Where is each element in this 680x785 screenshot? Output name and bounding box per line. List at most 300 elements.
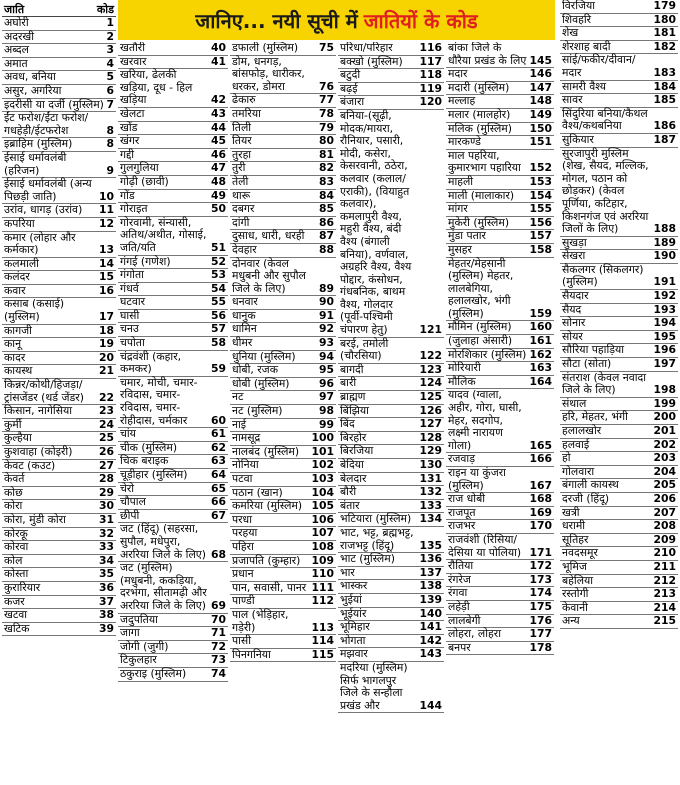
- caste-code: 15: [98, 270, 114, 284]
- caste-code: 181: [653, 26, 676, 40]
- caste-name: कुर्मी: [4, 417, 22, 431]
- caste-name: प्रजापति (कुम्हार): [232, 553, 301, 567]
- caste-name: माल पहरिया, कुमारभाग पहारिया: [448, 148, 521, 175]
- caste-name: भूमिहार: [340, 620, 370, 634]
- caste-entry: [230, 378, 336, 392]
- caste-code: 75: [318, 42, 334, 54]
- caste-code: 206: [653, 491, 676, 505]
- caste-entry: [560, 372, 678, 398]
- caste-name: सामरी वैश्य: [562, 79, 607, 93]
- caste-name: विरजिया: [562, 0, 596, 12]
- caste-name: सौटा (सोता): [562, 357, 612, 371]
- caste-code: 51: [210, 240, 226, 254]
- caste-entry: [446, 574, 554, 588]
- caste-name: लहेड़ी: [448, 599, 470, 613]
- caste-name: सुखड़ा: [562, 235, 587, 249]
- caste-name: माली (मालाकार): [448, 188, 515, 202]
- caste-entry: [560, 27, 678, 41]
- caste-code: 168: [529, 492, 552, 506]
- caste-entry: [230, 446, 336, 460]
- caste-entry: [446, 68, 554, 82]
- column-2: [118, 42, 228, 785]
- caste-name: नवदसमूर: [562, 546, 598, 560]
- caste-code: 77: [318, 93, 334, 107]
- caste-entry: [560, 134, 678, 148]
- caste-entry: [446, 507, 554, 521]
- caste-name: पासी: [232, 634, 252, 648]
- caste-code: 113: [311, 620, 334, 634]
- caste-entry: [560, 411, 678, 425]
- caste-code: 19: [98, 337, 114, 351]
- caste-name: नोनिया: [232, 458, 259, 472]
- caste-code: 106: [311, 512, 334, 526]
- caste-code: 9: [106, 163, 114, 177]
- caste-name: दरजी (हिंदू): [562, 491, 610, 505]
- caste-entry: [560, 466, 678, 480]
- caste-name: खत्री: [562, 505, 580, 519]
- caste-code: 137: [419, 565, 442, 579]
- caste-name: तिली: [232, 120, 252, 134]
- caste-entry: [446, 376, 554, 390]
- caste-entry: [118, 510, 228, 524]
- caste-name: घटवार: [120, 295, 146, 309]
- caste-code: 198: [653, 383, 676, 397]
- caste-code: 23: [98, 404, 114, 418]
- caste-name: बनपर: [448, 640, 471, 654]
- caste-entry: [2, 432, 116, 446]
- caste-code: 33: [98, 540, 114, 554]
- caste-code: 149: [529, 107, 552, 121]
- caste-code: 104: [311, 485, 334, 499]
- caste-code: 13: [98, 243, 114, 257]
- caste-code: 56: [210, 308, 226, 322]
- caste-entry: [2, 596, 116, 610]
- caste-entry: [2, 352, 116, 366]
- caste-code: 145: [529, 53, 552, 67]
- caste-name: चीक (मुस्लिम): [120, 440, 178, 454]
- caste-entry: [338, 69, 444, 83]
- caste-entry: [560, 14, 678, 28]
- caste-code: 55: [210, 295, 226, 309]
- caste-entry: [560, 561, 678, 575]
- caste-code: 184: [653, 79, 676, 93]
- caste-name: रजवाड़: [448, 452, 476, 466]
- caste-entry: [230, 230, 336, 244]
- caste-code: 161: [529, 334, 552, 348]
- caste-code: 205: [653, 478, 676, 492]
- caste-code: 189: [653, 235, 676, 249]
- caste-entry: [2, 582, 116, 596]
- caste-code: 59: [210, 362, 226, 376]
- caste-entry: [2, 379, 116, 405]
- caste-entry: [446, 628, 554, 642]
- caste-code: 28: [98, 472, 114, 486]
- caste-name: टिकुलहार: [120, 653, 157, 667]
- caste-name: सैयद: [562, 302, 582, 316]
- caste-name: कोस्ता: [4, 567, 29, 581]
- caste-name: मेहतर/मेहसानी (मुस्लिम) मेहतर, लालबेगिया, हलालखोर, भंगी (मुस्लिम): [448, 256, 514, 320]
- caste-name: मोरशिकार (मुस्लिम): [448, 347, 527, 361]
- caste-name: चांय: [120, 427, 136, 441]
- caste-code: 12: [98, 216, 114, 230]
- caste-code: 182: [653, 39, 676, 53]
- title-part2: जातियों के कोड: [363, 8, 478, 33]
- caste-name: डफाली (मुस्लिम): [232, 42, 299, 54]
- caste-entry: [230, 405, 336, 419]
- caste-entry: [230, 217, 336, 231]
- caste-code: 150: [529, 121, 552, 135]
- caste-entry: [230, 42, 336, 56]
- caste-name: कवार: [4, 283, 26, 297]
- caste-name: धरामी: [562, 519, 586, 533]
- caste-code: 86: [318, 215, 334, 229]
- caste-entry: [338, 580, 444, 594]
- caste-name: मोरियारी: [448, 361, 481, 375]
- caste-code: 108: [311, 539, 334, 553]
- caste-code: 80: [318, 134, 334, 148]
- caste-name: गंगोता: [120, 268, 144, 282]
- caste-name: भूमिज: [562, 559, 587, 573]
- caste-name: भाट (मुस्लिम): [340, 552, 395, 566]
- title-part1: जानिए... नयी सूची में: [195, 8, 358, 33]
- caste-name: सुकियार: [562, 132, 594, 146]
- caste-code: 114: [311, 634, 334, 648]
- caste-entry: [2, 112, 116, 138]
- caste-name: सोयर: [562, 329, 583, 343]
- caste-entry: [230, 541, 336, 555]
- caste-entry: [2, 473, 116, 487]
- caste-code: 191: [653, 275, 676, 289]
- caste-code: 174: [529, 586, 552, 600]
- caste-code: 152: [529, 161, 552, 175]
- caste-name: सैयदार: [562, 289, 589, 303]
- caste-code: 208: [653, 519, 676, 533]
- caste-code: 133: [419, 498, 442, 512]
- caste-code: 122: [419, 349, 442, 363]
- caste-entry: [560, 575, 678, 589]
- caste-code: 48: [210, 174, 226, 188]
- caste-name: सिंदुरिया बनिया/कैथल वैश्य/कथबनिया: [562, 106, 648, 133]
- caste-name: पान, सवासी, पानर: [232, 580, 307, 594]
- caste-entry: [2, 298, 116, 324]
- caste-code: 173: [529, 572, 552, 586]
- caste-name: कागजी: [4, 323, 32, 337]
- caste-code: 139: [419, 592, 442, 606]
- caste-name: नट: [232, 390, 244, 404]
- caste-entry: [338, 621, 444, 635]
- caste-name: धोबी (मुस्लिम): [232, 376, 290, 390]
- caste-code: 100: [311, 431, 334, 445]
- caste-code: 10: [98, 189, 114, 203]
- caste-name: दोनवार (केवल मधुबनी और सुपौल जिले के लिए): [232, 256, 306, 295]
- caste-code: 8: [106, 137, 114, 151]
- caste-code: 159: [529, 306, 552, 320]
- caste-code: 81: [318, 147, 334, 161]
- caste-code: 167: [529, 478, 552, 492]
- caste-code: 146: [529, 67, 552, 81]
- caste-entry: [446, 520, 554, 534]
- caste-entry: [230, 190, 336, 204]
- caste-name: केवानी: [562, 600, 588, 614]
- caste-entry: [560, 250, 678, 264]
- caste-entry: [118, 496, 228, 510]
- caste-code: 179: [653, 0, 676, 12]
- caste-name: सोनार: [562, 316, 586, 330]
- caste-name: छीपी: [120, 508, 140, 522]
- caste-code: 90: [318, 295, 334, 309]
- caste-entry: [230, 609, 336, 635]
- caste-name: बिरजिया: [340, 444, 374, 458]
- caste-code: 195: [653, 329, 676, 343]
- caste-name: धोबी, रजक: [232, 363, 278, 377]
- caste-code: 147: [529, 80, 552, 94]
- caste-name: पाल (भेड़िहार, गड़ेरी): [232, 607, 289, 634]
- caste-name: बारी: [340, 376, 357, 390]
- caste-code: 105: [311, 499, 334, 513]
- caste-name: संथाल: [562, 396, 587, 410]
- caste-entry: [2, 405, 116, 419]
- caste-entry: [2, 338, 116, 352]
- caste-name: राजभर: [448, 519, 476, 533]
- caste-name: बक्खो (मुस्लिम): [340, 54, 403, 68]
- caste-entry: [446, 362, 554, 376]
- caste-entry: [446, 615, 554, 629]
- caste-code: 180: [653, 12, 676, 26]
- caste-entry: [2, 623, 116, 637]
- caste-name: भुईयां: [340, 592, 362, 606]
- caste-entry: [338, 56, 444, 70]
- caste-code: 125: [419, 390, 442, 404]
- caste-entry: [446, 349, 554, 363]
- caste-code: 177: [529, 627, 552, 641]
- caste-entry: [338, 432, 444, 446]
- caste-name: जदुपतिया: [120, 612, 158, 626]
- caste-code: 144: [419, 698, 442, 712]
- caste-name: कोरा, मुंडी कोरा: [4, 512, 66, 526]
- caste-entry: [2, 178, 116, 204]
- caste-code: 172: [529, 559, 552, 573]
- caste-code: 196: [653, 343, 676, 357]
- caste-code: 197: [653, 357, 676, 371]
- caste-name: मदारी (मुस्लिम): [448, 80, 510, 94]
- caste-entry: [2, 514, 116, 528]
- caste-entry: [2, 258, 116, 272]
- caste-entry: [338, 567, 444, 581]
- caste-code: 117: [419, 54, 442, 68]
- column-6: [560, 0, 678, 743]
- caste-entry: [230, 459, 336, 473]
- caste-code: 134: [419, 512, 442, 526]
- caste-entry: [118, 668, 228, 682]
- caste-name: शेरशाह बादी: [562, 39, 611, 53]
- caste-entry: [230, 487, 336, 501]
- caste-name: केवट (कउट): [4, 458, 56, 472]
- caste-name: भटियारा (मुस्लिम): [340, 512, 412, 526]
- caste-entry: [446, 136, 554, 150]
- caste-name: कोरा: [4, 499, 23, 513]
- caste-entry: [446, 190, 554, 204]
- caste-name: बेदिया: [340, 458, 364, 471]
- caste-name: बरई, तमोली (चौरसिया): [340, 336, 389, 363]
- caste-entry: [560, 81, 678, 95]
- caste-code: 70: [210, 612, 226, 626]
- caste-entry: [560, 602, 678, 616]
- caste-name: तमरिया: [232, 106, 261, 120]
- caste-entry: [446, 642, 554, 656]
- caste-entry: [446, 321, 554, 335]
- entry-list: [230, 42, 336, 662]
- entry-list: [338, 42, 444, 713]
- caste-code: 42: [210, 93, 226, 107]
- caste-name: कलंदर: [4, 270, 30, 284]
- caste-name: मल्लाह: [448, 94, 476, 108]
- caste-entry: [2, 204, 116, 218]
- caste-entry: [560, 398, 678, 412]
- caste-name: प्रधान: [232, 567, 254, 581]
- caste-name: मुसहर: [448, 242, 472, 256]
- caste-code: 65: [210, 481, 226, 495]
- caste-code: 30: [98, 499, 114, 513]
- caste-entry: [446, 230, 554, 244]
- caste-entry: [230, 364, 336, 378]
- caste-entry: [560, 452, 678, 466]
- caste-name: कलमाली: [4, 256, 39, 270]
- caste-code: 162: [529, 347, 552, 361]
- caste-name: बंतार: [340, 498, 360, 512]
- caste-code: 3: [106, 43, 114, 57]
- caste-entry: [230, 582, 336, 596]
- caste-name: चेरो: [120, 481, 135, 495]
- caste-name: अदरखी: [4, 29, 35, 43]
- caste-code: 5: [106, 70, 114, 84]
- caste-code: 119: [419, 81, 442, 95]
- caste-name: खतौरी: [120, 42, 145, 54]
- caste-name: तुरहा: [232, 147, 252, 161]
- caste-name: परिधा/परिहार: [340, 42, 393, 54]
- caste-name: धामिन: [232, 322, 257, 336]
- caste-entry: [230, 296, 336, 310]
- caste-name: ब्राह्मण: [340, 390, 366, 404]
- caste-entry: [560, 41, 678, 55]
- caste-code: 6: [106, 83, 114, 97]
- caste-entry: [118, 256, 228, 270]
- caste-code: 27: [98, 458, 114, 472]
- caste-name: ईसाई धर्मावलंबी (हरिजन): [4, 150, 67, 177]
- caste-name: मांगर: [448, 202, 468, 216]
- entry-list: [118, 42, 228, 682]
- caste-name: बंगाली कायस्थ: [562, 478, 619, 492]
- caste-name: अघोरी: [4, 16, 29, 29]
- caste-name: मझवार: [340, 647, 368, 661]
- caste-code: 74: [210, 666, 226, 680]
- caste-code: 8: [106, 123, 114, 137]
- caste-entry: [338, 486, 444, 500]
- caste-name: कोरवा: [4, 540, 29, 554]
- caste-code: 39: [98, 621, 114, 635]
- caste-code: 67: [210, 508, 226, 522]
- caste-name: डोम, धनगड़, बांसफोड़, धारीकर, धरकर, डोमरा: [232, 54, 305, 93]
- caste-name: गंगई (गणेश): [120, 254, 171, 268]
- caste-code: 71: [210, 626, 226, 640]
- caste-name: चपोता: [120, 336, 145, 350]
- caste-code: 94: [318, 349, 334, 363]
- caste-entry: [230, 323, 336, 337]
- caste-entry: [338, 594, 444, 608]
- caste-name: गोरवामी, संन्यासी, अतिथ/अथीत, गोसाई, जति/यति: [120, 215, 207, 254]
- caste-code: 109: [311, 553, 334, 567]
- caste-code: 91: [318, 308, 334, 322]
- caste-name: जोगी (जुगी): [120, 639, 169, 653]
- caste-entry: [118, 310, 228, 324]
- caste-entry: [118, 627, 228, 641]
- caste-entry: [230, 568, 336, 582]
- caste-name: बढ़ई: [340, 81, 358, 95]
- caste-entry: [230, 419, 336, 433]
- caste-code: 204: [653, 464, 676, 478]
- caste-code: 4: [106, 56, 114, 70]
- caste-name: तेली: [232, 174, 249, 188]
- caste-code: 11: [98, 203, 114, 217]
- column-4: [338, 42, 444, 785]
- caste-name: सावर: [562, 93, 583, 107]
- caste-name: चिक बराइक: [120, 454, 169, 468]
- caste-entry: [230, 122, 336, 136]
- caste-code: 32: [98, 526, 114, 540]
- caste-code: 211: [653, 559, 676, 573]
- caste-name: कोल: [4, 553, 23, 567]
- caste-code: 37: [98, 594, 114, 608]
- caste-code: 203: [653, 451, 676, 465]
- caste-name: लालबेगी: [448, 613, 481, 627]
- column-3: [230, 42, 336, 785]
- caste-entry: [118, 614, 228, 628]
- caste-name: रस्तोगी: [562, 587, 589, 601]
- caste-name: तुरी: [232, 161, 246, 175]
- caste-code: 186: [653, 119, 676, 133]
- caste-entry: [230, 94, 336, 108]
- caste-name: गोंड: [120, 188, 135, 202]
- caste-entry: [2, 446, 116, 460]
- caste-name: चौपाल: [120, 495, 146, 509]
- caste-entry: [230, 473, 336, 487]
- caste-name: बिंझिया: [340, 403, 369, 417]
- caste-entry: [560, 615, 678, 629]
- caste-name: मलार (मालहोर): [448, 107, 511, 121]
- caste-entry: [118, 217, 228, 256]
- caste-entry: [118, 162, 228, 176]
- caste-name: देवहार: [232, 242, 257, 256]
- caste-name: भार: [340, 565, 355, 579]
- caste-entry: [118, 562, 228, 613]
- caste-name: कोरकू: [4, 526, 28, 540]
- caste-name: मौलिक: [448, 374, 476, 388]
- caste-code: 92: [318, 322, 334, 336]
- caste-name: धुनिया (मुस्लिम): [232, 349, 296, 363]
- caste-code: 155: [529, 202, 552, 216]
- caste-code: 1: [106, 16, 114, 29]
- caste-name: बेलदार: [340, 471, 367, 485]
- caste-name: खेलटा: [120, 106, 145, 120]
- caste-name: खरवार: [120, 54, 147, 68]
- caste-entry: [338, 364, 444, 378]
- caste-entry: [446, 335, 554, 349]
- caste-entry: [118, 337, 228, 351]
- caste-code: 26: [98, 445, 114, 458]
- caste-entry: [560, 425, 678, 439]
- caste-code: 153: [529, 174, 552, 188]
- caste-code: 60: [210, 413, 226, 427]
- caste-entry: [230, 500, 336, 514]
